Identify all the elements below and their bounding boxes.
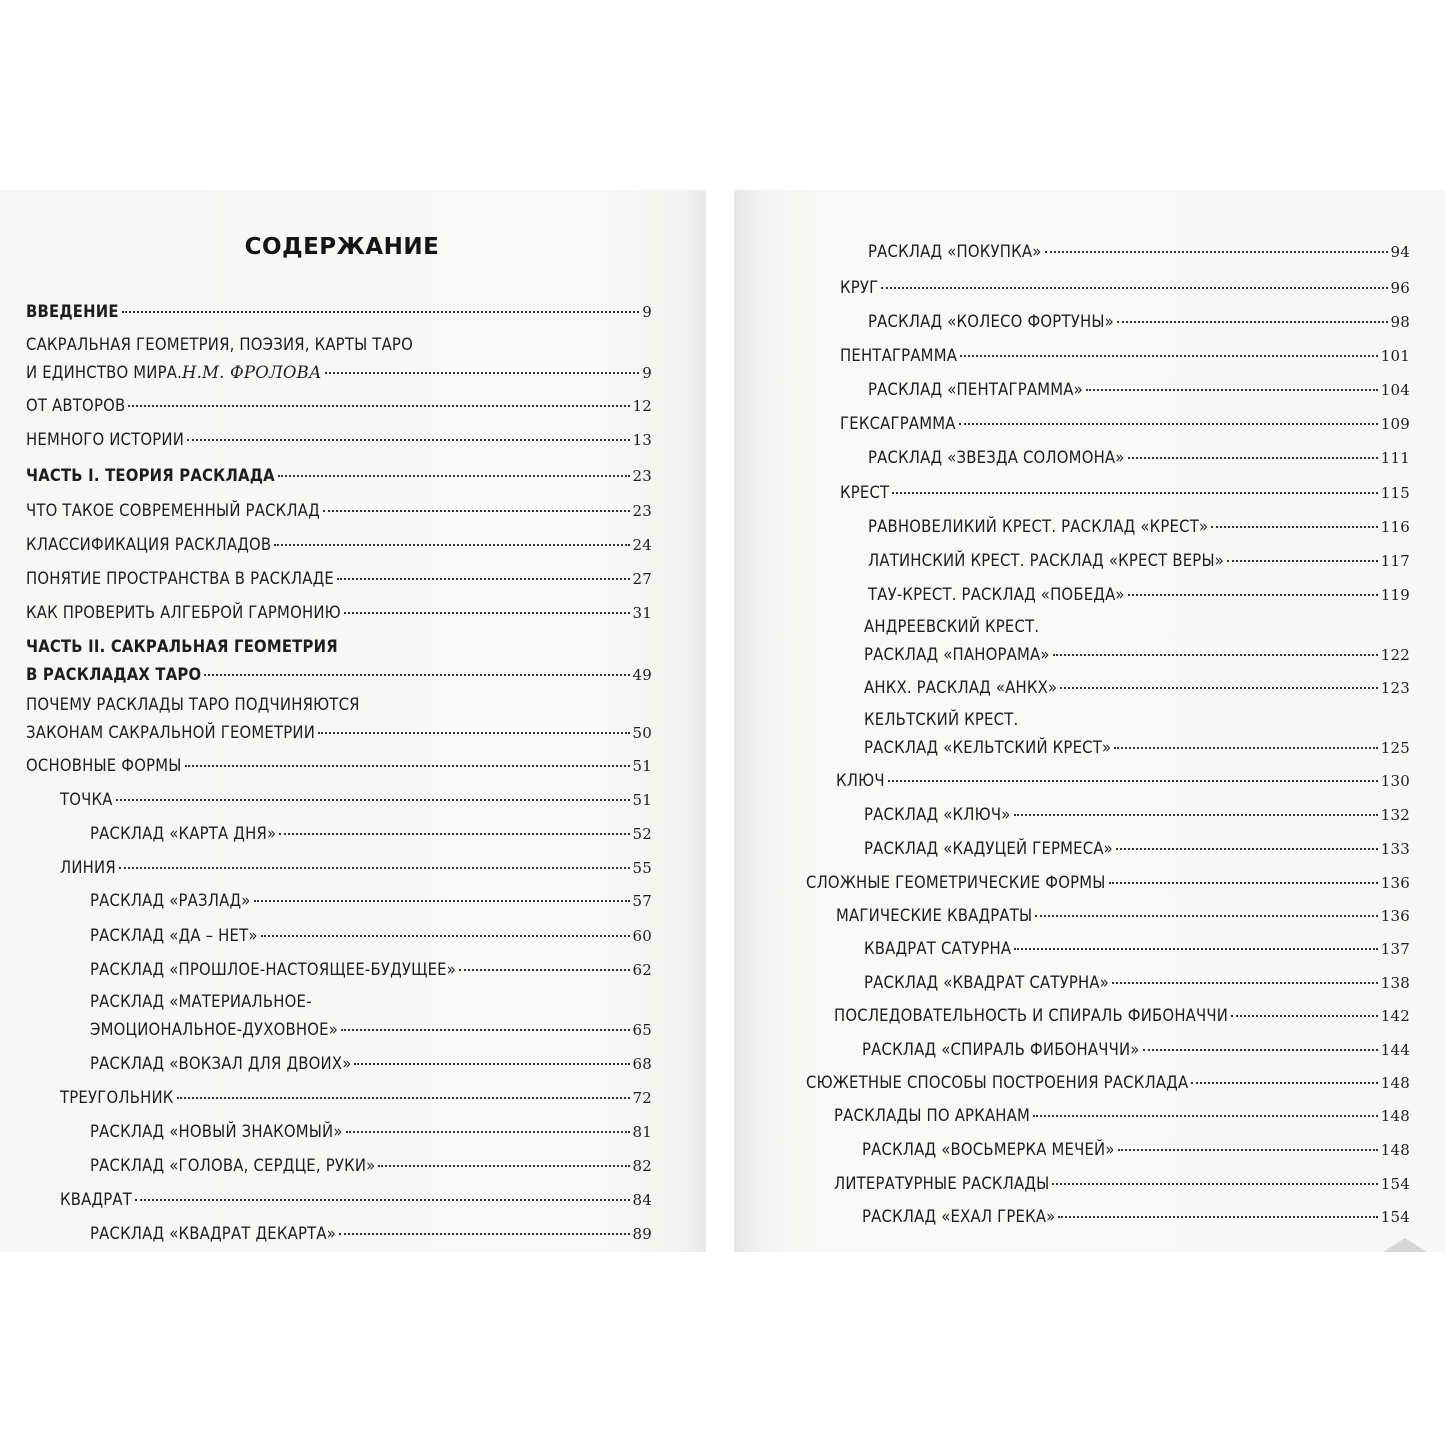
toc-entry[interactable] — [868, 583, 1410, 607]
toc-page-number: 123 — [1380, 679, 1410, 697]
toc-entry-title: ОСНОВНЫЕ ФОРМЫ — [26, 756, 182, 775]
toc-entry-title: ТРЕУГОЛЬНИК — [60, 1088, 174, 1107]
dot-leader — [254, 900, 630, 902]
toc-page-number: 154 — [1380, 1175, 1410, 1193]
toc-entry[interactable] — [864, 937, 1410, 961]
toc-page-number: 137 — [1380, 940, 1410, 958]
dot-leader — [119, 867, 630, 869]
dot-leader — [1227, 560, 1378, 562]
toc-entry[interactable] — [864, 708, 1410, 760]
toc-page-number: 104 — [1380, 381, 1410, 399]
toc-entry[interactable] — [862, 1205, 1410, 1229]
toc-entry-title: РАСКЛАД «ДА – НЕТ» — [90, 926, 258, 945]
toc-entry[interactable] — [90, 1154, 652, 1178]
toc-entry-title: И ЕДИНСТВО МИРА. — [26, 363, 183, 382]
toc-entry[interactable] — [90, 822, 652, 846]
toc-entry-title: САКРАЛЬНАЯ ГЕОМЕТРИЯ, ПОЭЗИЯ, КАРТЫ ТАРО — [26, 335, 413, 354]
toc-entry-title: РАСКЛАД «КАРТА ДНЯ» — [90, 824, 277, 843]
dot-leader — [204, 674, 629, 676]
toc-entry-title: ЛИТЕРАТУРНЫЕ РАСКЛАДЫ — [834, 1174, 1050, 1193]
toc-entry[interactable] — [26, 464, 652, 488]
toc-page-number: 148 — [1380, 1107, 1410, 1125]
dot-leader — [128, 405, 629, 407]
toc-entry-title: РАСКЛАДЫ ПО АРКАНАМ — [834, 1106, 1031, 1125]
toc-page-number: 57 — [632, 892, 652, 910]
dot-leader — [185, 765, 630, 767]
dot-leader — [1109, 882, 1378, 884]
toc-entry-title: КРЕСТ — [840, 483, 890, 502]
toc-entry-title: АНДРЕЕВСКИЙ КРЕСТ. — [864, 617, 1040, 636]
dot-leader — [1058, 1216, 1377, 1218]
toc-entry[interactable] — [868, 446, 1410, 470]
dot-leader — [892, 492, 1377, 494]
toc-entry-title: РАСКЛАД «ЕХАЛ ГРЕКА» — [862, 1207, 1056, 1226]
dot-leader — [323, 510, 630, 512]
dot-leader — [325, 372, 640, 374]
toc-entry-title: РАВНОВЕЛИКИЙ КРЕСТ. РАСКЛАД «КРЕСТ» — [868, 517, 1209, 536]
dot-leader — [881, 287, 1387, 289]
toc-page-number: 133 — [1380, 840, 1410, 858]
toc-entry-title: КРУГ — [840, 278, 879, 297]
toc-entry[interactable] — [864, 615, 1410, 667]
page-title: СОДЕРЖАНИЕ — [244, 234, 440, 260]
toc-page-number: 136 — [1380, 907, 1410, 925]
dot-leader — [960, 355, 1378, 357]
toc-entry[interactable] — [26, 300, 652, 324]
toc-entry-title: МАГИЧЕСКИЕ КВАДРАТЫ — [836, 906, 1033, 925]
toc-entry[interactable] — [26, 533, 652, 557]
toc-entry[interactable] — [26, 601, 652, 625]
toc-page-number: 9 — [642, 303, 652, 321]
toc-entry[interactable] — [834, 1104, 1410, 1128]
toc-entry-title: РАСКЛАД «ПАНОРАМА» — [864, 645, 1050, 664]
toc-page-number: 132 — [1380, 806, 1410, 824]
dot-leader — [261, 935, 630, 937]
toc-entry[interactable] — [840, 412, 1410, 436]
toc-entry[interactable] — [26, 499, 652, 523]
dot-leader — [341, 1029, 629, 1031]
toc-entry-title: РАСКЛАД «КВАДРАТ ДЕКАРТА» — [90, 1224, 336, 1243]
toc-entry[interactable] — [26, 635, 652, 687]
toc-entry[interactable] — [834, 1172, 1410, 1196]
dot-leader — [1045, 251, 1388, 253]
dot-leader — [959, 423, 1378, 425]
toc-entry[interactable] — [864, 971, 1410, 995]
toc-page-number: 65 — [632, 1021, 652, 1039]
toc-entry-title: РАСКЛАД «КЕЛЬТСКИЙ КРЕСТ» — [864, 738, 1112, 757]
toc-page-number: 96 — [1390, 279, 1410, 297]
toc-page-number: 68 — [632, 1055, 652, 1073]
toc-page-number: 144 — [1380, 1041, 1410, 1059]
toc-entry-title: ПОСЛЕДОВАТЕЛЬНОСТЬ И СПИРАЛЬ ФИБОНАЧЧИ — [834, 1006, 1229, 1025]
toc-page-number: 109 — [1380, 415, 1410, 433]
toc-entry-title: КЛАССИФИКАЦИЯ РАСКЛАДОВ — [26, 535, 272, 554]
toc-entry-title: РАСКЛАД «СПИРАЛЬ ФИБОНАЧЧИ» — [862, 1040, 1140, 1059]
dot-leader — [1211, 526, 1378, 528]
toc-page-number: 55 — [632, 859, 652, 877]
toc-entry-author: Н.М. ФРОЛОВА — [182, 363, 322, 382]
toc-page-number: 115 — [1380, 484, 1410, 502]
toc-entry[interactable] — [60, 856, 652, 880]
toc-entry-title: РАСКЛАД «МАТЕРИАЛЬНОЕ- — [90, 992, 312, 1011]
toc-entry-title: КВАДРАТ — [60, 1190, 133, 1209]
dot-leader — [1014, 948, 1378, 950]
dot-leader — [1052, 1183, 1377, 1185]
toc-page-number: 101 — [1380, 347, 1410, 365]
toc-page-number: 23 — [632, 502, 652, 520]
toc-entry[interactable] — [840, 481, 1410, 505]
toc-entry-title: РАСКЛАД «ЗВЕЗДА СОЛОМОНА» — [868, 448, 1125, 467]
toc-page-number: 9 — [642, 364, 652, 382]
toc-entry[interactable] — [862, 1038, 1410, 1062]
toc-entry[interactable] — [868, 549, 1410, 573]
toc-page-number: 84 — [632, 1191, 652, 1209]
toc-page-number: 24 — [632, 536, 652, 554]
toc-page-number: 138 — [1380, 974, 1410, 992]
toc-entry-title: КАК ПРОВЕРИТЬ АЛГЕБРОЙ ГАРМОНИЮ — [26, 603, 341, 622]
toc-page-number: 51 — [632, 791, 652, 809]
toc-entry-title: ЧАСТЬ I. ТЕОРИЯ РАСКЛАДА — [26, 466, 275, 485]
toc-entry-title: ПОЧЕМУ РАСКЛАДЫ ТАРО ПОДЧИНЯЮТСЯ — [26, 695, 360, 714]
toc-entry-title: ОТ АВТОРОВ — [26, 396, 126, 415]
toc-page-number: 148 — [1380, 1074, 1410, 1092]
dot-leader — [135, 1199, 629, 1201]
dot-leader — [337, 578, 630, 580]
toc-page-number: 60 — [632, 927, 652, 945]
left-page — [0, 190, 706, 1252]
toc-entry-title: ЗАКОНАМ САКРАЛЬНОЙ ГЕОМЕТРИИ — [26, 723, 316, 742]
toc-page-number: 154 — [1380, 1208, 1410, 1226]
dot-leader — [1086, 389, 1378, 391]
toc-entry[interactable] — [60, 1086, 652, 1110]
toc-entry[interactable] — [26, 394, 652, 418]
toc-page-number: 12 — [632, 397, 652, 415]
toc-entry[interactable] — [90, 990, 652, 1042]
toc-entry[interactable] — [836, 904, 1410, 928]
toc-entry-title: РАСКЛАД «ПРОШЛОЕ-НАСТОЯЩЕЕ-БУДУЩЕЕ» — [90, 960, 457, 979]
toc-entry-title: КЛЮЧ — [836, 771, 885, 790]
dot-leader — [1035, 915, 1377, 917]
toc-entry-title: ВВЕДЕНИЕ — [26, 302, 119, 321]
toc-entry-title: ТОЧКА — [60, 790, 113, 809]
toc-entry-title: РАСКЛАД «ПОКУПКА» — [868, 242, 1042, 261]
toc-entry-title: РАСКЛАД «КАДУЦЕЙ ГЕРМЕСА» — [864, 839, 1113, 858]
dot-leader — [346, 1131, 630, 1133]
dot-leader — [344, 612, 630, 614]
toc-entry[interactable] — [60, 788, 652, 812]
dot-leader — [1033, 1115, 1378, 1117]
toc-entry[interactable] — [864, 676, 1410, 700]
toc-page-number: 148 — [1380, 1141, 1410, 1159]
dot-leader — [1118, 1149, 1378, 1151]
toc-page-number: 52 — [632, 825, 652, 843]
dot-leader — [1143, 1049, 1378, 1051]
toc-page-number: 81 — [632, 1123, 652, 1141]
toc-entry-title: АНКХ. РАСКЛАД «АНКХ» — [864, 678, 1058, 697]
toc-page-number: 125 — [1380, 739, 1410, 757]
dot-leader — [1060, 687, 1377, 689]
toc-entry[interactable] — [868, 378, 1410, 402]
toc-page-number: 62 — [632, 961, 652, 979]
toc-page-number: 82 — [632, 1157, 652, 1175]
toc-page-number: 89 — [632, 1225, 652, 1243]
toc-page-number: 119 — [1380, 586, 1410, 604]
toc-entry-title: ПЕНТАГРАММА — [840, 346, 958, 365]
toc-page-number: 98 — [1390, 313, 1410, 331]
toc-page-number: 111 — [1380, 449, 1410, 467]
toc-entry[interactable] — [90, 1120, 652, 1144]
toc-entry[interactable] — [868, 310, 1410, 334]
toc-entry-title: РАСКЛАД «КЛЮЧ» — [864, 805, 1011, 824]
toc-entry-title: ЧТО ТАКОЕ СОВРЕМЕННЫЙ РАСКЛАД — [26, 501, 320, 520]
toc-entry-title: ГЕКСАГРАММА — [840, 414, 956, 433]
toc-entry[interactable] — [806, 871, 1410, 895]
toc-page-number: 116 — [1380, 518, 1410, 536]
toc-entry[interactable] — [868, 240, 1410, 264]
toc-page-number: 142 — [1380, 1007, 1410, 1025]
dot-leader — [187, 439, 629, 441]
toc-page-number: 31 — [632, 604, 652, 622]
toc-entry-title: В РАСКЛАДАХ ТАРО — [26, 665, 202, 684]
toc-entry-title: СЮЖЕТНЫЕ СПОСОБЫ ПОСТРОЕНИЯ РАСКЛАДА — [806, 1073, 1189, 1092]
toc-page-number: 94 — [1390, 243, 1410, 261]
page-gutter — [706, 190, 734, 1252]
toc-entry-title: РАСКЛАД «РАЗЛАД» — [90, 891, 251, 910]
dot-leader — [279, 833, 629, 835]
toc-entry-title: ЧАСТЬ II. САКРАЛЬНАЯ ГЕОМЕТРИЯ — [26, 637, 338, 656]
dot-leader — [274, 544, 629, 546]
toc-entry[interactable] — [90, 1222, 652, 1246]
toc-page-number: 23 — [632, 467, 652, 485]
toc-entry[interactable] — [840, 276, 1410, 300]
toc-page-number: 117 — [1380, 552, 1410, 570]
dot-leader — [1231, 1015, 1378, 1017]
dot-leader — [1014, 814, 1378, 816]
dot-leader — [354, 1063, 629, 1065]
dot-leader — [378, 1165, 629, 1167]
toc-entry[interactable] — [90, 889, 652, 913]
toc-entry[interactable] — [60, 1188, 652, 1212]
dot-leader — [1128, 594, 1378, 596]
toc-entry[interactable] — [26, 754, 652, 778]
toc-entry[interactable] — [26, 428, 652, 452]
toc-entry-title: РАСКЛАД «КВАДРАТ САТУРНА» — [864, 973, 1110, 992]
toc-entry-title: РАСКЛАД «ВОКЗАЛ ДЛЯ ДВОИХ» — [90, 1054, 352, 1073]
toc-entry-title: РАСКЛАД «КОЛЕСО ФОРТУНЫ» — [868, 312, 1114, 331]
toc-entry[interactable] — [864, 803, 1410, 827]
page-corner-icon — [1383, 1238, 1427, 1252]
toc-entry-title: РАСКЛАД «ВОСЬМЕРКА МЕЧЕЙ» — [862, 1140, 1115, 1159]
toc-entry[interactable] — [26, 693, 652, 745]
right-page — [734, 190, 1445, 1252]
toc-entry[interactable] — [864, 837, 1410, 861]
toc-entry-title: РАСКЛАД «ГОЛОВА, СЕРДЦЕ, РУКИ» — [90, 1156, 376, 1175]
dot-leader — [888, 780, 1378, 782]
toc-entry[interactable] — [862, 1138, 1410, 1162]
toc-page-number: 136 — [1380, 874, 1410, 892]
toc-entry[interactable] — [90, 924, 652, 948]
dot-leader — [1117, 321, 1388, 323]
toc-page-number: 51 — [632, 757, 652, 775]
toc-entry[interactable] — [834, 1004, 1410, 1028]
toc-entry-title: ТАУ-КРЕСТ. РАСКЛАД «ПОБЕДА» — [868, 585, 1125, 604]
toc-entry-title: РАСКЛАД «НОВЫЙ ЗНАКОМЫЙ» — [90, 1122, 343, 1141]
toc-page-number: 130 — [1380, 772, 1410, 790]
toc-entry-title: НЕМНОГО ИСТОРИИ — [26, 430, 185, 449]
toc-page-number: 50 — [632, 724, 652, 742]
toc-entry[interactable] — [90, 958, 652, 982]
toc-entry[interactable] — [26, 333, 652, 385]
toc-entry-title: РАСКЛАД «ПЕНТАГРАММА» — [868, 380, 1083, 399]
toc-entry[interactable] — [90, 1052, 652, 1076]
dot-leader — [1112, 982, 1378, 984]
dot-leader — [459, 969, 629, 971]
toc-page-number: 13 — [632, 431, 652, 449]
toc-entry-title: КЕЛЬТСКИЙ КРЕСТ. — [864, 710, 1019, 729]
toc-page-number: 72 — [632, 1089, 652, 1107]
dot-leader — [116, 799, 630, 801]
toc-entry-title: ЛАТИНСКИЙ КРЕСТ. РАСКЛАД «КРЕСТ ВЕРЫ» — [868, 551, 1225, 570]
toc-entry-title: ПОНЯТИЕ ПРОСТРАНСТВА В РАСКЛАДЕ — [26, 569, 334, 588]
toc-entry-title: ЛИНИЯ — [60, 858, 116, 877]
dot-leader — [318, 732, 629, 734]
dot-leader — [1114, 747, 1378, 749]
dot-leader — [1191, 1082, 1377, 1084]
dot-leader — [1116, 848, 1378, 850]
toc-entry[interactable] — [868, 515, 1410, 539]
dot-leader — [1053, 654, 1378, 656]
dot-leader — [1128, 457, 1378, 459]
toc-entry[interactable] — [26, 567, 652, 591]
toc-page-number: 49 — [632, 666, 652, 684]
toc-entry-title: КВАДРАТ САТУРНА — [864, 939, 1012, 958]
dot-leader — [177, 1097, 630, 1099]
toc-page-number: 122 — [1380, 646, 1410, 664]
toc-entry[interactable] — [840, 344, 1410, 368]
dot-leader — [122, 311, 640, 313]
toc-entry-title: ЭМОЦИОНАЛЬНОЕ-ДУХОВНОЕ» — [90, 1020, 339, 1039]
toc-entry-title: СЛОЖНЫЕ ГЕОМЕТРИЧЕСКИЕ ФОРМЫ — [806, 873, 1106, 892]
dot-leader — [278, 475, 630, 477]
toc-page-number: 27 — [632, 570, 652, 588]
toc-entry[interactable] — [836, 769, 1410, 793]
dot-leader — [339, 1233, 630, 1235]
toc-entry[interactable] — [806, 1071, 1410, 1095]
